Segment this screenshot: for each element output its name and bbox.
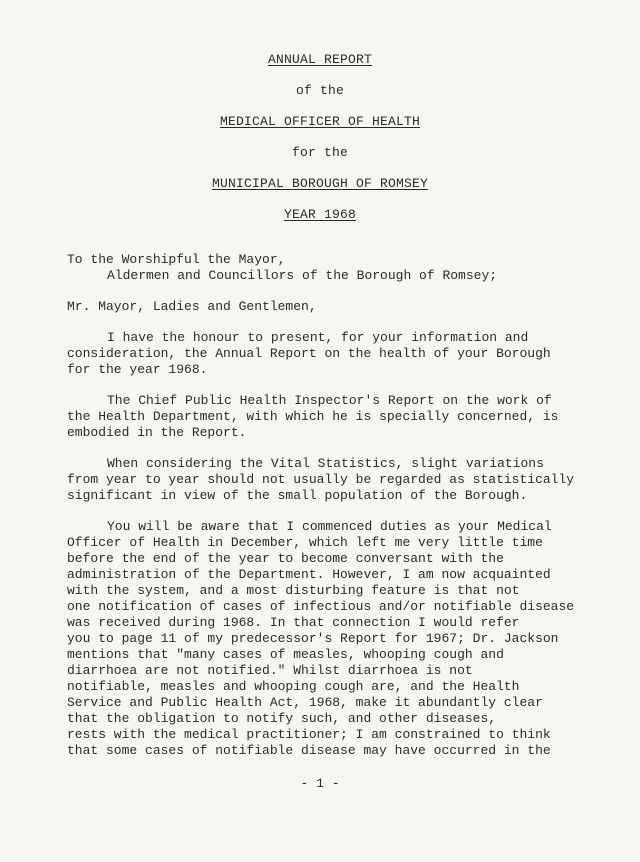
paragraph-line: from year to year should not usually be regarded as statistically [67, 472, 575, 487]
paragraph-line: was received during 1968. In that connection I would refer [67, 615, 520, 630]
title-officer: MEDICAL OFFICER OF HEALTH [219, 114, 421, 129]
paragraph-line: the Health Department, with which he is specially concerned, is [67, 409, 559, 424]
paragraph-line: administration of the Department. However, I am now acquainted [67, 567, 551, 582]
address-line-2: Aldermen and Councillors of the Borough of Romsey; [107, 268, 498, 283]
paragraph-line: with the system, and a most disturbing feature is that not [67, 583, 520, 598]
title-of-the: of the [295, 83, 344, 98]
salutation: Mr. Mayor, Ladies and Gentlemen, [67, 299, 317, 314]
paragraph-line: that the obligation to notify such, and other diseases, [67, 711, 497, 726]
page-number: - 1 - [300, 776, 340, 791]
report-title: ANNUAL REPORT [267, 52, 373, 67]
paragraph-line: you to page 11 of my predecessor's Report for 1967; Dr. Jackson [67, 631, 559, 646]
paragraph-line: notifiable, measles and whooping cough are, and the Health [67, 679, 520, 694]
paragraph-line: mentions that "many cases of measles, whooping cough and [67, 647, 504, 662]
paragraph-line: The Chief Public Health Inspector's Report on the work of [107, 393, 552, 408]
paragraph-line: that some cases of notifiable disease may have occurred in the [67, 743, 551, 758]
paragraph-line: significant in view of the small population of the Borough. [67, 488, 528, 503]
title-borough: MUNICIPAL BOROUGH OF ROMSEY [211, 176, 429, 191]
title-for-the: for the [291, 145, 348, 160]
paragraph-line: for the year 1968. [67, 362, 208, 377]
paragraph-line: Officer of Health in December, which left me very little time [67, 535, 543, 550]
address-line-1: To the Worshipful the Mayor, [67, 252, 286, 267]
paragraph-line: I have the honour to present, for your information and [107, 330, 529, 345]
paragraph-line: embodied in the Report. [67, 425, 247, 440]
paragraph-line: one notification of cases of infectious and/or notifiable disease [67, 599, 575, 614]
paragraph-line: diarrhoea are not notified." Whilst diarrhoea is not [67, 663, 473, 678]
paragraph-line: You will be aware that I commenced duties as your Medical [107, 519, 552, 534]
paragraph-line: consideration, the Annual Report on the health of your Borough [67, 346, 551, 361]
paragraph-line: Service and Public Health Act, 1968, make it abundantly clear [67, 695, 543, 710]
title-year: YEAR 1968 [283, 207, 356, 222]
paragraph-line: When considering the Vital Statistics, slight variations [107, 456, 544, 471]
paragraph-line: rests with the medical practitioner; I am constrained to think [67, 727, 551, 742]
paragraph-line: before the end of the year to become conversant with the [67, 551, 504, 566]
